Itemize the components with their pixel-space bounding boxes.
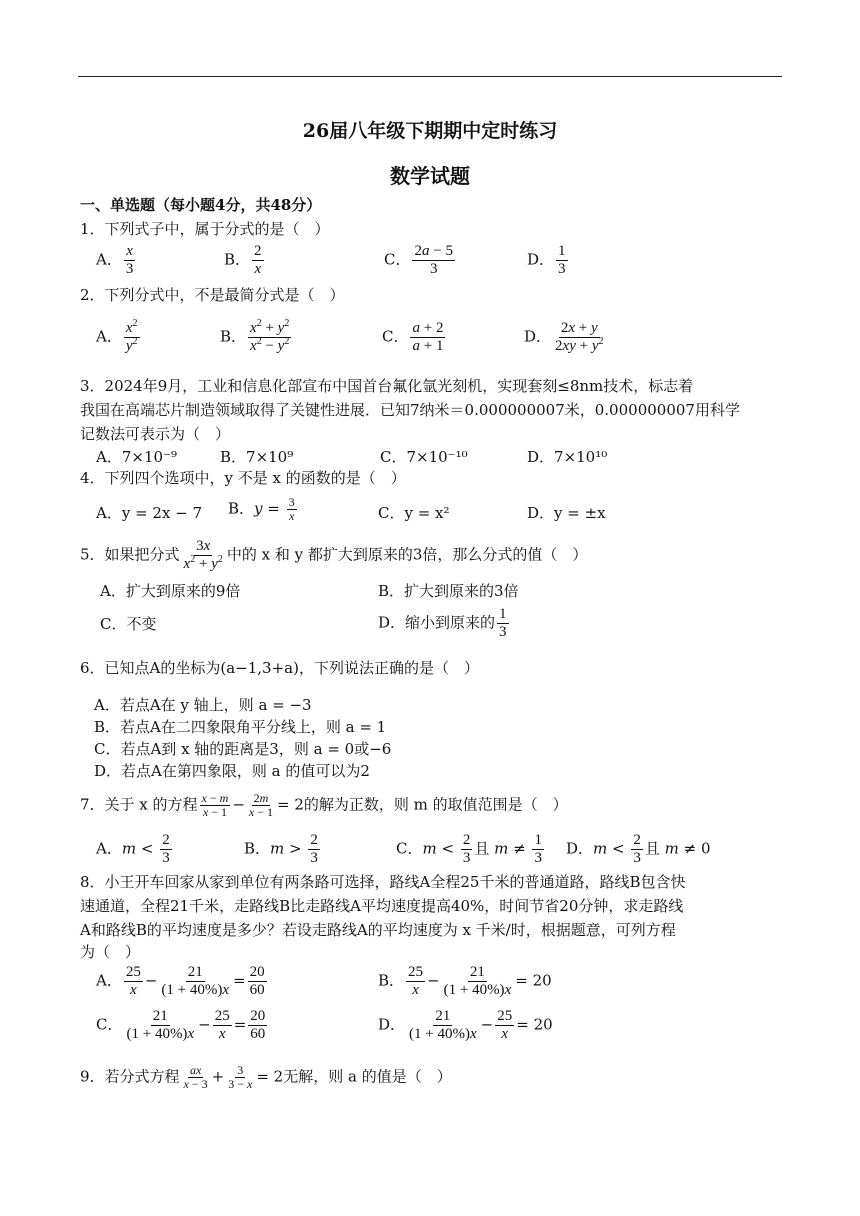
q1-option-b[interactable]: B． $\frac{2}{x}$ <box>224 243 262 277</box>
q8-option-a[interactable]: A． $\frac{25}{x}$ − $\frac{21}{(1 + 40\%)x}$ = $\frac{20}{60}$ <box>96 964 265 998</box>
q8-option-b[interactable]: B． $\frac{25}{x}$ − $\frac{21}{(1 + 40\%)x}$ = 20 <box>378 964 552 998</box>
q5-option-b[interactable]: B．扩大到原来的3倍 <box>378 582 519 600</box>
q4-option-a[interactable]: A．y = 2x − 7 <box>96 504 203 522</box>
question-1-stem: 1．下列式子中，属于分式的是（ ） <box>80 220 330 238</box>
q6-option-c[interactable]: C．若点A到 x 轴的距离是3，则 a = 0或−6 <box>94 740 392 758</box>
top-rule <box>78 76 782 77</box>
page-title: 26届八年级下期期中定时练习 <box>302 120 558 142</box>
question-8-line-2: 速通道，全程21千米，走路线B比走路线A平均速度提高40%，时间节省20分钟，求走路线 <box>80 897 684 915</box>
q3-option-a[interactable]: A．7×10⁻⁹ <box>96 448 177 466</box>
q4-option-c[interactable]: C．y = x² <box>378 504 450 522</box>
q7-option-a[interactable]: A．m < $\frac{2}{3}$ <box>96 832 170 866</box>
question-3-line-1: 3．2024年9月，工业和信息化部宣布中国首台氟化氩光刻机，实现套刻≤8nm技术，标志着 <box>80 377 694 395</box>
q3-option-d[interactable]: D．7×10¹⁰ <box>527 448 608 466</box>
question-8-line-3: A和路线B的平均速度是多少？若设走路线A的平均速度为 x 千米/时，根据题意，可列方程 <box>80 921 676 939</box>
q1-option-d[interactable]: D． $\frac{1}{3}$ <box>527 243 566 277</box>
q5-option-a[interactable]: A．扩大到原来的9倍 <box>100 582 241 600</box>
page-subtitle: 数学试题 <box>390 164 470 188</box>
q8-option-c[interactable]: C． $\frac{21}{(1 + 40\%)x}$ − $\frac{25}{x}$ = $\frac{20}{60}$ <box>96 1008 266 1042</box>
question-5-stem: 5．如果把分式 $\frac{3x}{x^2 + y^2}$ 中的 x 和 y 都扩大到原来的3倍，那么分式的值（ ） <box>80 538 588 572</box>
q6-option-d[interactable]: D．若点A在第四象限，则 a 的值可以为2 <box>94 762 370 780</box>
q5-option-c[interactable]: C．不变 <box>100 615 157 633</box>
question-4-stem: 4．下列四个选项中，y 不是 x 的函数的是（ ） <box>80 469 406 487</box>
question-2-stem: 2．下列分式中，不是最简分式是（ ） <box>80 286 345 304</box>
q7-option-c[interactable]: C．m < $\frac{2}{3}$ 且 m ≠ $\frac{1}{3}$ <box>396 832 542 866</box>
q4-option-b[interactable]: B．y = $\frac{3}{x}$ <box>228 495 295 523</box>
question-7-stem: 7．关于 x 的方程 $\frac{x - m}{x - 1}$ − $\frac{2m}{x - 1}$ = 2的解为正数，则 m 的取值范围是（ ） <box>80 791 568 819</box>
question-6-stem: 6．已知点A的坐标为(a−1,3+a)，下列说法正确的是（ ） <box>80 659 479 677</box>
question-3-line-3: 记数法可表示为（ ） <box>80 425 231 443</box>
question-8-line-4: 为（ ） <box>80 943 141 961</box>
q7-option-b[interactable]: B．m > $\frac{2}{3}$ <box>244 832 318 866</box>
q5-option-d[interactable]: D．缩小到原来的 $\frac{1}{3}$ <box>378 606 507 640</box>
q4-option-d[interactable]: D．y = ±x <box>527 504 606 522</box>
q2-option-a[interactable]: A． $\frac{x^2}{y^2}$ <box>96 318 138 354</box>
q6-option-b[interactable]: B．若点A在二四象限角平分线上，则 a = 1 <box>94 718 387 736</box>
question-9-stem: 9．若分式方程 $\frac{ax}{x - 3}$ + $\frac{3}{3 - x}$ = 2无解，则 a 的值是（ ） <box>80 1063 452 1091</box>
q1-option-c[interactable]: C． $\frac{2a - 5}{3}$ <box>384 243 453 277</box>
q3-option-c[interactable]: C．7×10⁻¹⁰ <box>380 448 468 466</box>
q2-option-c[interactable]: C． $\frac{a + 2}{a + 1}$ <box>382 320 444 354</box>
question-8-line-1: 8．小王开车回家从家到单位有两条路可选择，路线A全程25千米的普通道路，路线B包含快 <box>80 873 686 891</box>
q3-option-b[interactable]: B．7×10⁹ <box>220 448 294 466</box>
q6-option-a[interactable]: A．若点A在 y 轴上，则 a = −3 <box>94 696 312 714</box>
q2-option-b[interactable]: B． $\frac{x^2 + y^2}{x^2 - y^2}$ <box>220 318 290 354</box>
q2-option-d[interactable]: D． $\frac{2x + y}{2xy + y^2}$ <box>524 320 604 354</box>
question-3-line-2: 我国在高端芯片制造领域取得了关键性进展．已知7纳米＝0.000000007米，0.000000007用科学 <box>80 401 740 419</box>
q7-option-d[interactable]: D．m < $\frac{2}{3}$ 且 m ≠ 0 <box>566 832 711 866</box>
q8-option-d[interactable]: D． $\frac{21}{(1 + 40\%)x}$ − $\frac{25}{x}$ = 20 <box>378 1008 553 1042</box>
q1-option-a[interactable]: A． $\frac{x}{3}$ <box>96 243 134 277</box>
section-heading: 一、单选题（每小题4分，共48分） <box>80 196 322 214</box>
